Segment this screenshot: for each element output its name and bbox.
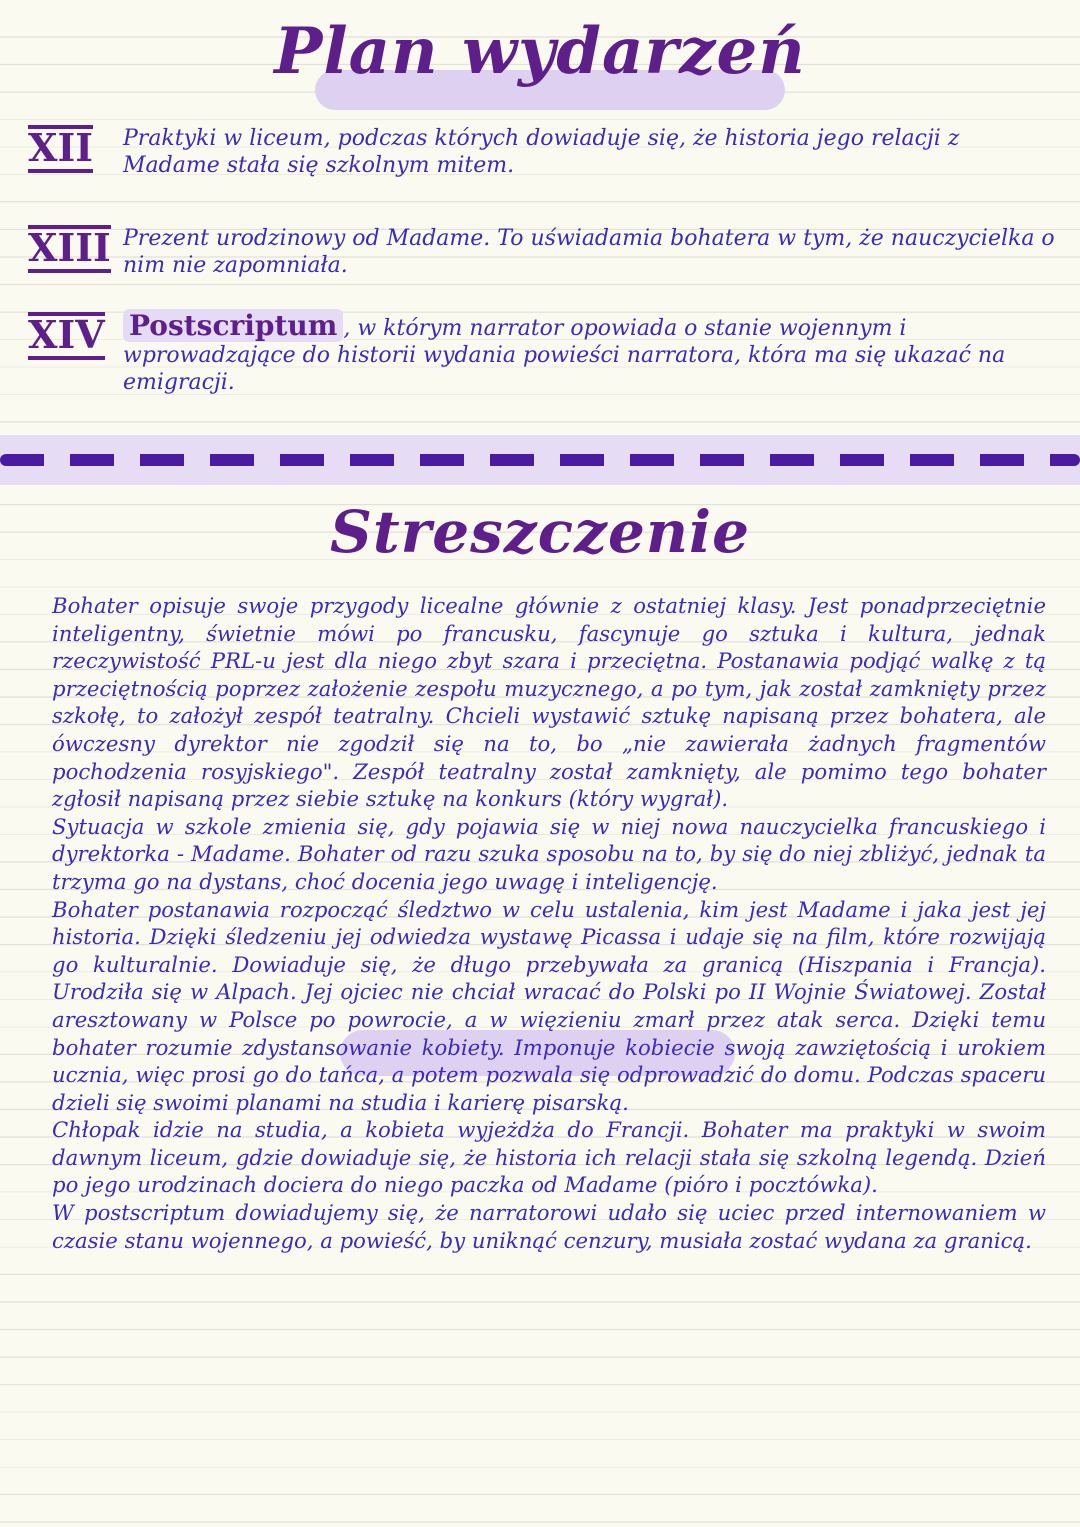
summary-title-block [0,498,1080,566]
plan-item-xii [28,125,1060,179]
summary-title: Streszczenie [330,498,750,566]
plan-item-body: , w którym narrator opowiada o stanie wojennym i wprowadzające do historii wydania powieści narratora, która ma się ukazać na emigracji. [123,316,1006,395]
roman-numeral: XII [28,125,93,173]
summary-paragraph: W postscriptum dowiadujemy się, że narratorowi udało się uciec przed internowaniem w czasie stanu wojennego, a powieść, by uniknąć cenzury, musiała zostać wydana za granicą. [52,1200,1046,1253]
page-title: Plan wydarzeń [274,14,806,89]
plan-item-text: Praktyki w liceum, podczas których dowiaduje się, że historia jego relacji z Madame stała się szkolnym mitem. [123,126,960,178]
postscriptum-highlight: Postscriptum [123,309,343,342]
summary-paragraph: Bohater opisuje swoje przygody licealne głównie z ostatniej klasy. Jest ponadprzeciętnie inteligentny, świetnie mówi po francusku, fascynuje go sztuka i kultura, jednak rzeczywistość PRL-u jest dla niego zbyt szara i przeciętna. Postanawia podjąć walkę z tą przeciętnością poprzez założenie zespołu muzycznego, a po tym, jak został zamknięty przez szkołę, to założył zespół teatralny. Chcieli wystawić sztukę napisaną przez bohatera, ale ówczesny dyrektor nie zgodził się na to, bo „nie zawierała żadnych fragmentów pochodzenia rosyjskiego". Zespół teatralny został zamknięty, ale pomimo tego bohater zgłosił napisaną przez siebie sztukę na konkurs (który wygrał). [52,593,1046,812]
summary-paragraph: Bohater postanawia rozpocząć śledztwo w celu ustalenia, kim jest Madame i jaka jest jej historia. Dzięki śledzeniu jej odwiedza wystawę Picassa i udaje się na film, które rozwijają go kulturalnie. Dowiaduje się, że długo przebywała za granicą (Hiszpania i Francja). Urodziła się w Alpach. Jej ojciec nie chciał wracać do Polski po II Wojnie Światowej. Został aresztowany w Polsce po powrocie, a w więzieniu zmarł przez atak serca. Dzięki temu bohater rozumie zdystansowanie kobiety. Imponuje kobiecie swoją zawziętością i urokiem ucznia, więc prosi go do tańca, a potem pozwala się odprowadzić do domu. Podczas spaceru dzieli się swoimi planami na studia i karierę pisarską. [52,896,1046,1115]
summary-paragraph: Sytuacja w szkole zmienia się, gdy pojawia się w niej nowa nauczycielka francuskiego i dyrektorka - Madame. Bohater od razu szuka sposobu na to, by się do niej zbliżyć, jednak ta trzyma go na dystans, choć docenia jego uwagę i inteligencję. [52,813,1046,894]
plan-item-xiii [28,225,1060,279]
plan-title-block [0,14,1080,89]
summary-body [52,592,1046,1254]
roman-numeral: XIII [28,225,111,273]
plan-item-text [123,309,1060,396]
plan-item-text: Prezent urodzinowy od Madame. To uświadamia bohatera w tym, że nauczycielka o nim nie zapomniała. [123,226,1055,278]
roman-numeral: XIV [28,312,105,360]
plan-item-xiv [28,309,1060,396]
dashed-divider [0,454,1080,466]
summary-paragraph: Chłopak idzie na studia, a kobieta wyjeżdża do Francji. Bohater ma praktyki w swoim dawnym liceum, gdzie dowiaduje się, że historia ich relacji stała się szkolną legendą. Dzień po jego urodzinach dociera do niego paczka od Madame (pióro i pocztówka). [52,1117,1046,1198]
